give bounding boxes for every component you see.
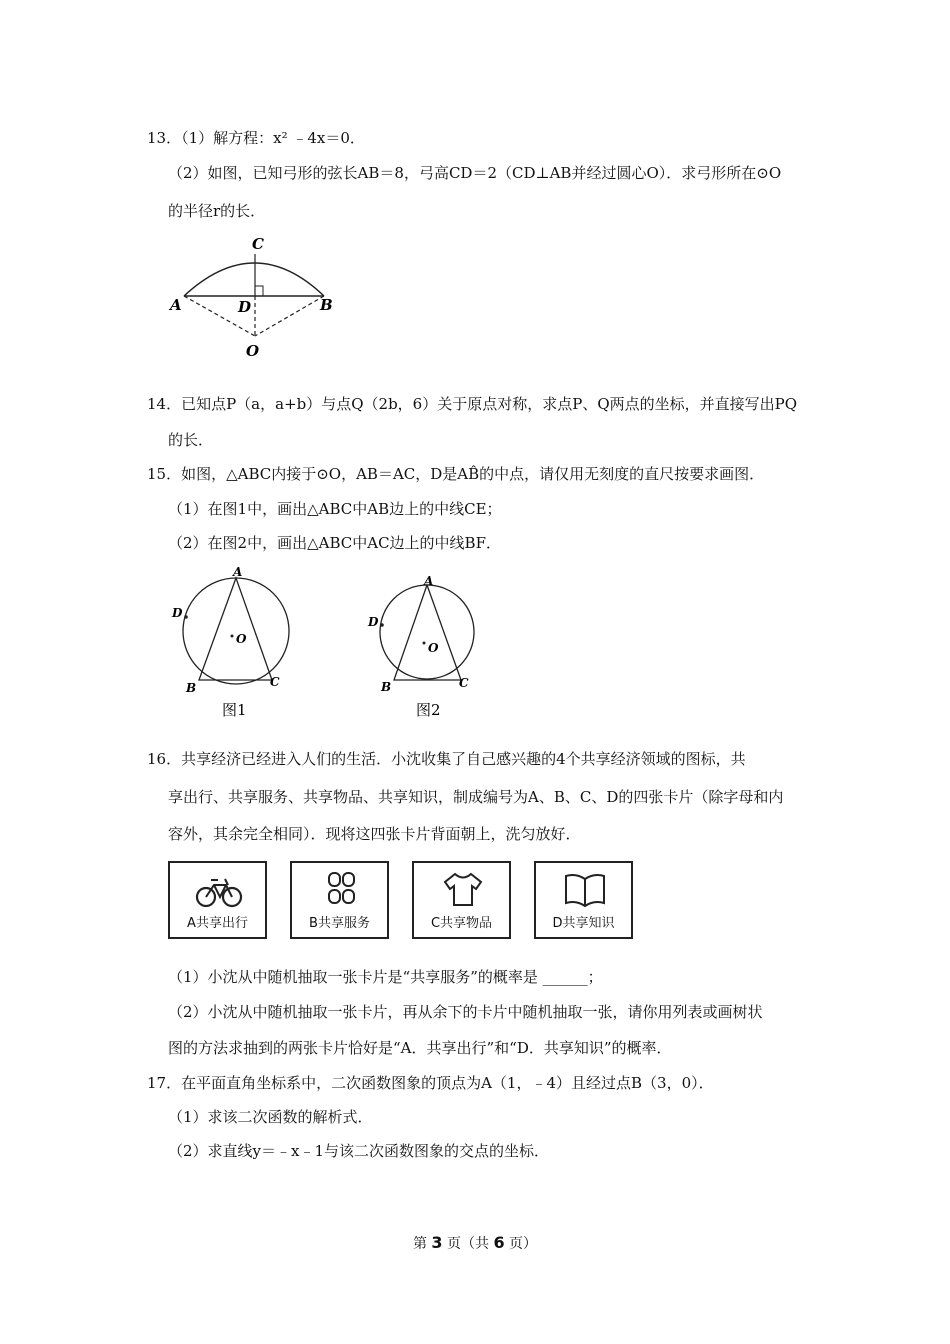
- label-b: B: [381, 680, 392, 694]
- label-c: C: [252, 235, 264, 253]
- q15-line-1: 15．如图，△ABC内接于⊙O，AB＝AC，D是AB̂的中点，请仅用无刻度的直尺按要求画图．: [147, 465, 765, 483]
- label-b: B: [186, 681, 197, 695]
- q16-line-1: 16．共享经济已经进入人们的生活．小沈收集了自己感兴趣的4个共享经济领域的图标，共: [147, 750, 746, 768]
- label-b: B: [320, 296, 333, 314]
- book-icon: [560, 869, 610, 913]
- label-d: D: [368, 615, 379, 629]
- card-d: [534, 861, 633, 939]
- label-a: A: [170, 296, 182, 314]
- card-a-label: A共享出行: [187, 916, 248, 931]
- figure-1-caption: 图1: [222, 701, 247, 719]
- card-b-label: B共享服务: [309, 916, 370, 931]
- q15-figure-1: [166, 565, 296, 725]
- q14-line-2: 的长．: [168, 431, 214, 449]
- label-d: D: [238, 298, 252, 316]
- card-c: [412, 861, 511, 939]
- sharing-cards: [168, 861, 638, 941]
- q16-line-6: 图的方法求抽到的两张卡片恰好是“A．共享出行”和“D．共享知识”的概率．: [168, 1039, 672, 1057]
- label-o: O: [236, 632, 247, 646]
- q15-line-2: （1）在图1中，画出△ABC中AB边上的中线CE；: [168, 500, 502, 518]
- q14-line-1: 14．已知点P（a，a+b）与点Q（2b，6）关于原点对称，求点P、Q两点的坐标，并直接写出PQ: [147, 395, 798, 413]
- card-b: [290, 861, 389, 939]
- q15-line-3: （2）在图2中，画出△ABC中AC边上的中线BF．: [168, 534, 501, 552]
- q16-line-5: （2）小沈从中随机抽取一张卡片，再从余下的卡片中随机抽取一张，请你用列表或画树状: [168, 1003, 763, 1021]
- q17-line-1: 17．在平面直角坐标系中，二次函数图象的顶点为A（1，﹣4）且经过点B（3，0）．: [147, 1074, 714, 1092]
- card-a: [168, 861, 267, 939]
- footer-post: 页）: [504, 1236, 538, 1252]
- label-o: O: [246, 342, 260, 360]
- q16-line-4: （1）小沈从中随机抽取一张卡片是“共享服务”的概率是 ______；: [168, 968, 603, 986]
- q13-line-1: 13．（1）解方程：x² ﹣4x＝0．: [147, 129, 365, 147]
- q15-figure-2: [358, 575, 488, 725]
- label-c: C: [270, 675, 280, 689]
- q13-segment-figure: [166, 232, 346, 362]
- label-d: D: [172, 606, 183, 620]
- label-o: O: [428, 641, 439, 655]
- q13-line-2: （2）如图，已知弓形的弦长AB＝8，弓高CD＝2（CD⊥AB并经过圆心O）．求弓形所在⊙O: [168, 164, 782, 182]
- footer-mid: 页（共: [442, 1236, 494, 1252]
- shirt-icon: [438, 869, 488, 913]
- label-a: A: [233, 565, 243, 579]
- card-c-label: C共享物品: [430, 916, 493, 931]
- page-number: 3: [431, 1233, 443, 1252]
- q16-line-2: 享出行、共享服务、共享物品、共享知识，制成编号为A、B、C、D的四张卡片（除字母和内: [168, 788, 784, 806]
- bicycle-icon: [194, 869, 244, 913]
- label-a: A: [424, 575, 434, 588]
- page-total: 6: [493, 1233, 505, 1252]
- clover-icon: [316, 869, 366, 913]
- footer-pre: 第: [412, 1236, 432, 1252]
- card-d-label: D共享知识: [552, 916, 615, 931]
- q17-line-2: （1）求该二次函数的解析式．: [168, 1108, 373, 1126]
- q13-line-3: 的半径r的长．: [168, 202, 266, 220]
- label-c: C: [459, 676, 469, 690]
- page-footer: [0, 1233, 950, 1253]
- q16-line-3: 容外，其余完全相同）．现将这四张卡片背面朝上，洗匀放好．: [168, 825, 581, 843]
- q17-line-3: （2）求直线y＝﹣x﹣1与该二次函数图象的交点的坐标．: [168, 1142, 550, 1160]
- figure-2-caption: 图2: [416, 701, 441, 719]
